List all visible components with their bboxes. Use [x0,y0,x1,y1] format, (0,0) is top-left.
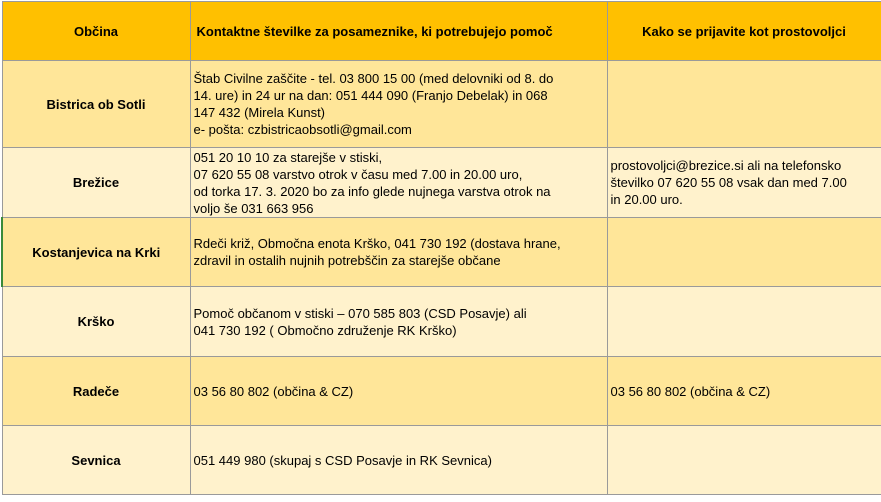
header-row [2,2,881,61]
table-row [2,287,881,357]
municipality-cell: Brežice [2,148,190,218]
table-row [2,148,881,218]
volunteer-cell [607,218,881,287]
contact-cell: Rdeči križ, Območna enota Krško, 041 730 192 (dostava hrane, zdravil in ostalih nujnih potrebščin za starejše občane [190,218,607,287]
volunteer-cell [607,287,881,357]
contact-cell: 051 20 10 10 za starejše v stiski, 07 620 55 08 varstvo otrok v času med 7.00 in 20.00 uro, od torka 17. 3. 2020 bo za info glede nujnega varstva otrok na voljo še 031 663 956 [190,148,607,218]
municipality-cell: Kostanjevica na Krki [2,218,190,287]
volunteer-cell: 03 56 80 802 (občina & CZ) [607,357,881,426]
table-row [2,357,881,426]
municipality-cell: Krško [2,287,190,357]
table-row [2,218,881,287]
volunteer-cell: prostovoljci@brezice.si ali na telefonsko številko 07 620 55 08 vsak dan med 7.00 in 20.00 uro. [607,148,881,218]
volunteer-cell [607,61,881,148]
header-volunteers: Kako se prijavite kot prostovoljci [607,2,881,61]
header-municipality: Občina [2,2,190,61]
contact-cell: 051 449 980 (skupaj s CSD Posavje in RK Sevnica) [190,426,607,495]
contact-cell: Pomoč občanom v stiski – 070 585 803 (CSD Posavje) ali 041 730 192 ( Območno združenje RK Krško) [190,287,607,357]
municipality-contacts-table [1,1,881,495]
contact-cell: Štab Civilne zaščite - tel. 03 800 15 00 (med delovniki od 8. do 14. ure) in 24 ur na dan: 051 444 090 (Franjo Debelak) in 068 147 432 (Mirela Kunst) e- pošta: czbistricaobsotli@gmail.com [190,61,607,148]
municipality-cell: Bistrica ob Sotli [2,61,190,148]
contact-cell: 03 56 80 802 (občina & CZ) [190,357,607,426]
table-row [2,426,881,495]
volunteer-cell [607,426,881,495]
header-contacts: Kontaktne številke za posameznike, ki potrebujejo pomoč [190,2,607,61]
municipality-cell: Sevnica [2,426,190,495]
table-row [2,61,881,148]
municipality-cell: Radeče [2,357,190,426]
